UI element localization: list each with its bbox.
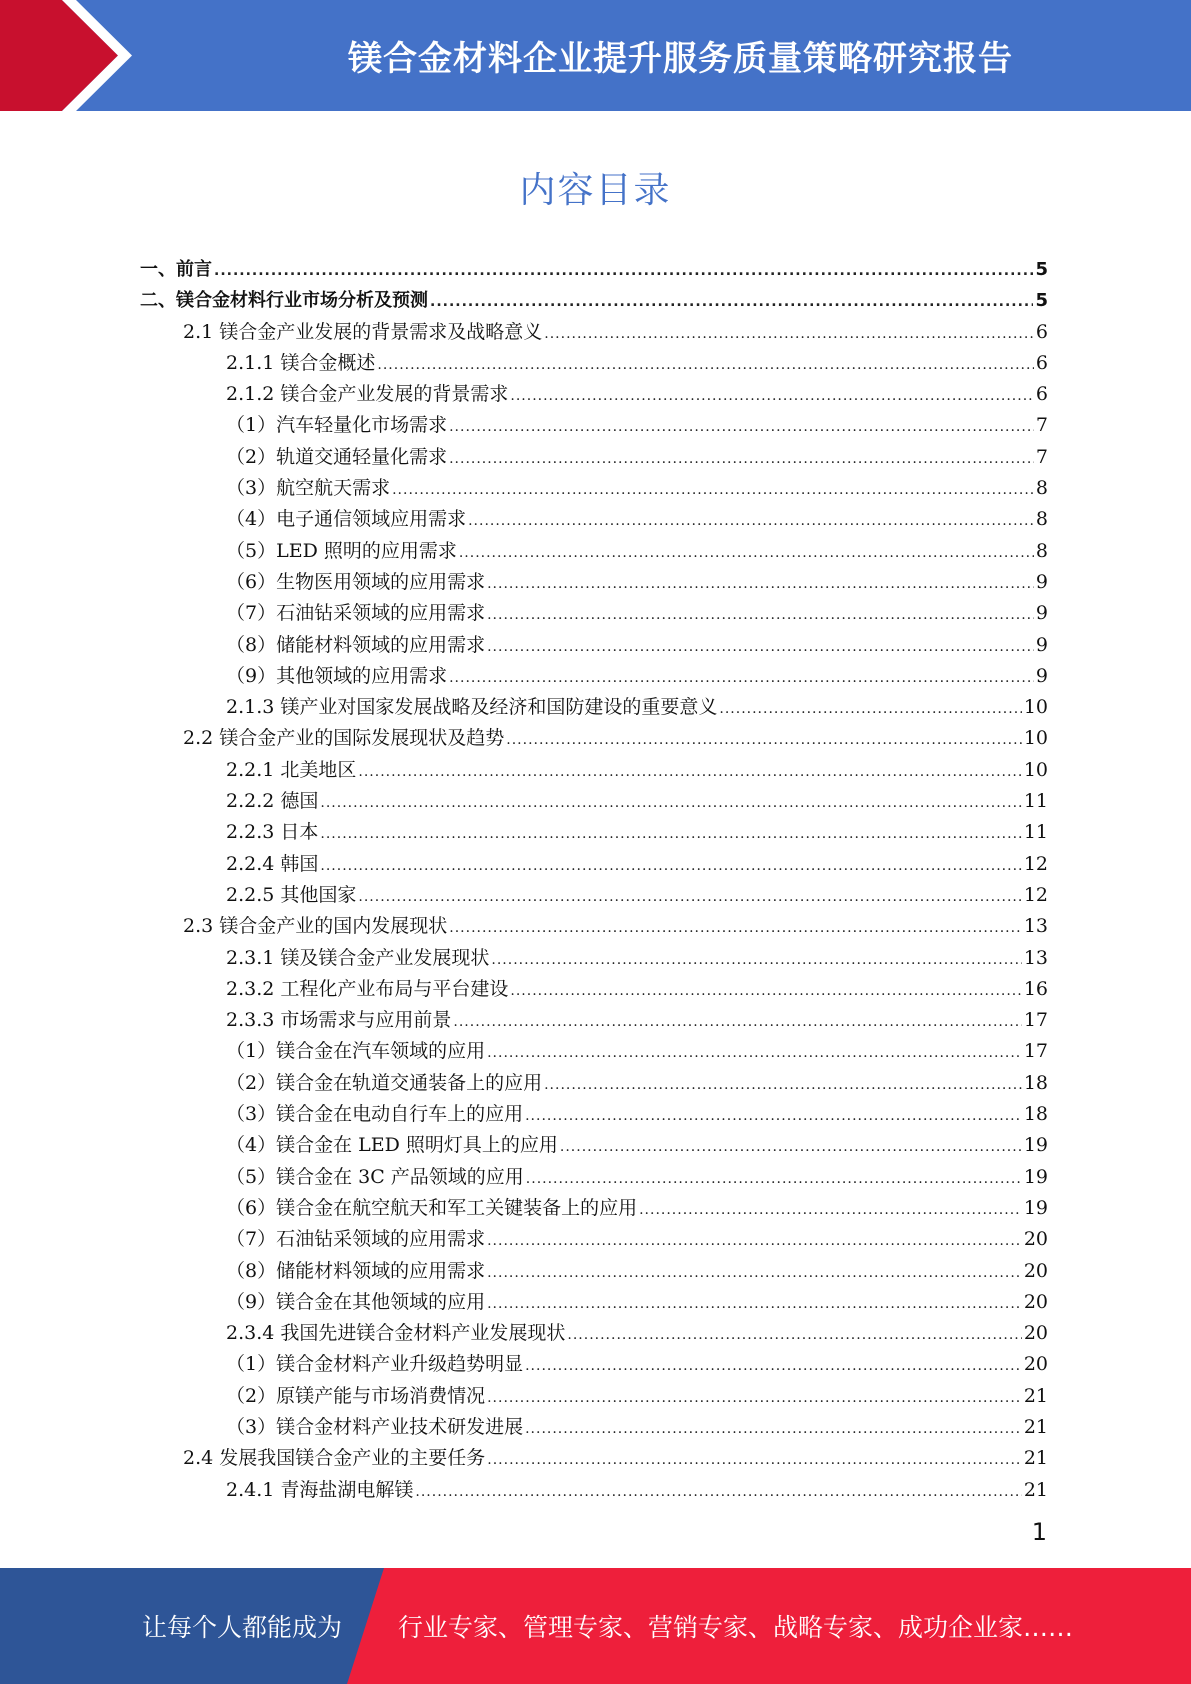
toc-entry-label: 2.3.1 镁及镁合金产业发展现状 (226, 946, 490, 969)
toc-entry-page: 13 (1023, 915, 1048, 938)
toc-entry-label: 2.1.1 镁合金概述 (226, 351, 376, 374)
header-banner (0, 0, 1191, 111)
toc-entry-page: 16 (1023, 977, 1048, 1000)
toc-entry-label: 2.4.1 青海盐湖电解镁 (226, 1478, 414, 1501)
toc-entry[interactable] (140, 849, 1048, 880)
toc-entry-label: （3）镁合金材料产业技术研发进展 (226, 1415, 524, 1438)
toc-entry[interactable] (140, 317, 1048, 348)
toc-entry[interactable] (140, 630, 1048, 661)
toc-dot-leader (214, 256, 1033, 287)
toc-entry-page: 17 (1023, 1040, 1048, 1063)
toc-entry-label: （9）镁合金在其他领域的应用 (226, 1290, 486, 1313)
toc-dot-leader (544, 319, 1034, 350)
toc-entry[interactable] (140, 1099, 1048, 1130)
toc-dot-leader (525, 1414, 1022, 1445)
toc-entry[interactable] (140, 1475, 1048, 1506)
toc-entry-page: 19 (1023, 1134, 1048, 1157)
toc-dot-leader (487, 1226, 1022, 1257)
toc-entry[interactable] (140, 442, 1048, 473)
toc-entry-label: （6）镁合金在航空航天和军工关键装备上的应用 (226, 1196, 638, 1219)
toc-dot-leader (487, 1383, 1022, 1414)
toc-entry[interactable] (140, 1130, 1048, 1161)
toc-dot-leader (449, 444, 1034, 475)
toc-entry-label: （1）汽车轻量化市场需求 (226, 414, 448, 437)
toc-entry-label: 2.4 发展我国镁合金产业的主要任务 (183, 1447, 486, 1470)
toc-dot-leader (453, 1007, 1021, 1038)
toc-dot-leader (639, 1195, 1022, 1226)
toc-entry[interactable] (140, 1287, 1048, 1318)
toc-dot-leader (358, 882, 1021, 913)
toc-entry[interactable] (140, 943, 1048, 974)
page-number: 1 (1031, 1518, 1047, 1546)
toc-entry-label: （4）镁合金在 LED 照明灯具上的应用 (226, 1134, 558, 1157)
toc-dot-leader (320, 851, 1021, 882)
toc-entry-page: 12 (1023, 852, 1048, 875)
toc-entry-label: （5）镁合金在 3C 产品领域的应用 (226, 1165, 524, 1188)
toc-entry-page: 9 (1035, 633, 1048, 656)
toc-entry[interactable] (140, 285, 1048, 316)
toc-entry[interactable] (140, 755, 1048, 786)
toc-dot-leader (487, 1038, 1022, 1069)
toc-dot-leader (468, 506, 1034, 537)
toc-entry-page: 8 (1035, 477, 1048, 500)
toc-entry-page: 6 (1035, 383, 1048, 406)
toc-dot-leader (526, 1164, 1022, 1195)
toc-entry-label: （5）LED 照明的应用需求 (226, 539, 457, 562)
toc-entry[interactable] (140, 723, 1048, 754)
footer-slogan-left: 让每个人都能成为 (142, 1613, 343, 1642)
toc-entry-page: 8 (1035, 508, 1048, 531)
toc-entry[interactable] (140, 817, 1048, 848)
toc-entry[interactable] (140, 911, 1048, 942)
toc-entry-page: 6 (1035, 320, 1048, 343)
toc-entry[interactable] (140, 1068, 1048, 1099)
toc-entry[interactable] (140, 567, 1048, 598)
toc-entry-page: 11 (1023, 821, 1048, 844)
toc-entry-label: （3）航空航天需求 (226, 477, 391, 500)
toc-entry[interactable] (140, 661, 1048, 692)
toc-dot-leader (377, 350, 1034, 381)
toc-entry[interactable] (140, 1318, 1048, 1349)
toc-entry-label: （7）石油钻采领域的应用需求 (226, 602, 486, 625)
toc-entry-label: 2.3.2 工程化产业布局与平台建设 (226, 977, 509, 1000)
toc-entry-label: 2.2.5 其他国家 (226, 883, 357, 906)
toc-entry-label: 2.2.3 日本 (226, 821, 319, 844)
toc-dot-leader (491, 945, 1021, 976)
toc-entry[interactable] (140, 504, 1048, 535)
toc-entry-label: 2.3.3 市场需求与应用前景 (226, 1009, 452, 1032)
toc-entry[interactable] (140, 410, 1048, 441)
toc-dot-leader (449, 913, 1022, 944)
toc-entry[interactable] (140, 1005, 1048, 1036)
toc-entry[interactable] (140, 1193, 1048, 1224)
toc-entry-label: 2.3 镁合金产业的国内发展现状 (183, 915, 448, 938)
table-of-contents (140, 254, 1048, 1506)
footer-banner (0, 1568, 1191, 1684)
toc-entry-label: 2.1.2 镁合金产业发展的背景需求 (226, 383, 509, 406)
toc-entry-page: 21 (1023, 1478, 1048, 1501)
toc-entry-label: （8）储能材料领域的应用需求 (226, 633, 486, 656)
toc-entry-page: 5 (1035, 290, 1048, 312)
toc-entry-label: 一、前言 (140, 259, 212, 280)
toc-dot-leader (487, 1289, 1022, 1320)
toc-dot-leader (560, 1132, 1022, 1163)
toc-entry-label: 2.3.4 我国先进镁合金材料产业发展现状 (226, 1322, 566, 1345)
footer-slogan-right: 行业专家、管理专家、营销专家、战略专家、成功企业家…… (398, 1613, 1074, 1642)
toc-entry[interactable] (140, 1036, 1048, 1067)
toc-entry-label: （9）其他领域的应用需求 (226, 664, 448, 687)
toc-dot-leader (320, 788, 1021, 819)
toc-entry-page: 7 (1035, 445, 1048, 468)
toc-entry[interactable] (140, 1412, 1048, 1443)
toc-dot-leader (320, 819, 1021, 850)
toc-entry[interactable] (140, 1162, 1048, 1193)
toc-entry[interactable] (140, 1349, 1048, 1380)
toc-entry[interactable] (140, 348, 1048, 379)
toc-entry-page: 7 (1035, 414, 1048, 437)
toc-entry-label: 2.2.4 韩国 (226, 852, 319, 875)
toc-entry-page: 18 (1023, 1071, 1048, 1094)
toc-dot-leader (415, 1477, 1021, 1508)
toc-entry-page: 10 (1023, 696, 1048, 719)
toc-entry[interactable] (140, 1256, 1048, 1287)
toc-entry-label: （1）镁合金材料产业升级趋势明显 (226, 1353, 524, 1376)
toc-entry[interactable] (140, 379, 1048, 410)
red-chevron-decoration (0, 0, 150, 111)
toc-dot-leader (567, 1320, 1021, 1351)
toc-dot-leader (487, 1258, 1022, 1289)
toc-dot-leader (449, 412, 1034, 443)
toc-entry-page: 21 (1023, 1415, 1048, 1438)
toc-entry-label: （7）石油钻采领域的应用需求 (226, 1228, 486, 1251)
toc-entry-page: 18 (1023, 1103, 1048, 1126)
toc-entry-page: 20 (1023, 1290, 1048, 1313)
toc-entry-label: 2.1.3 镁产业对国家发展战略及经济和国防建设的重要意义 (226, 696, 718, 719)
toc-dot-leader (525, 1101, 1022, 1132)
toc-entry[interactable] (140, 254, 1048, 285)
toc-entry-page: 17 (1023, 1009, 1048, 1032)
toc-entry[interactable] (140, 473, 1048, 504)
toc-entry-page: 8 (1035, 539, 1048, 562)
toc-entry-page: 19 (1023, 1165, 1048, 1188)
toc-entry-page: 21 (1023, 1384, 1048, 1407)
toc-dot-leader (544, 1070, 1022, 1101)
toc-entry[interactable] (140, 692, 1048, 723)
toc-heading: 内容目录 (519, 170, 672, 211)
toc-entry-page: 10 (1023, 727, 1048, 750)
toc-entry[interactable] (140, 974, 1048, 1005)
toc-dot-leader (449, 663, 1034, 694)
toc-entry-page: 20 (1023, 1228, 1048, 1251)
toc-entry-label: 2.2.2 德国 (226, 790, 319, 813)
toc-entry-page: 10 (1023, 758, 1048, 781)
toc-entry[interactable] (140, 1443, 1048, 1474)
toc-entry-label: （3）镁合金在电动自行车上的应用 (226, 1103, 524, 1126)
toc-entry-label: （2）镁合金在轨道交通装备上的应用 (226, 1071, 543, 1094)
toc-entry[interactable] (140, 536, 1048, 567)
toc-entry-page: 13 (1023, 946, 1048, 969)
toc-entry-page: 9 (1035, 664, 1048, 687)
toc-entry-page: 11 (1023, 790, 1048, 813)
toc-entry[interactable] (140, 880, 1048, 911)
toc-entry-page: 12 (1023, 883, 1048, 906)
report-title: 镁合金材料企业提升服务质量策略研究报告 (348, 39, 1013, 79)
toc-dot-leader (459, 538, 1034, 569)
toc-entry-label: （2）原镁产能与市场消费情况 (226, 1384, 486, 1407)
toc-entry-page: 20 (1023, 1353, 1048, 1376)
toc-entry-page: 20 (1023, 1259, 1048, 1282)
toc-entry[interactable] (140, 1381, 1048, 1412)
toc-entry-page: 9 (1035, 602, 1048, 625)
toc-entry-label: 2.2 镁合金产业的国际发展现状及趋势 (183, 727, 505, 750)
toc-dot-leader (506, 725, 1022, 756)
toc-entry-page: 19 (1023, 1196, 1048, 1219)
toc-entry[interactable] (140, 786, 1048, 817)
toc-entry-label: （2）轨道交通轻量化需求 (226, 445, 448, 468)
toc-dot-leader (487, 632, 1034, 663)
toc-dot-leader (430, 287, 1033, 318)
toc-entry-page: 9 (1035, 570, 1048, 593)
toc-entry-label: （8）储能材料领域的应用需求 (226, 1259, 486, 1282)
toc-dot-leader (487, 569, 1034, 600)
toc-entry-label: 2.2.1 北美地区 (226, 758, 357, 781)
toc-dot-leader (510, 976, 1021, 1007)
toc-dot-leader (719, 694, 1021, 725)
toc-entry-label: （1）镁合金在汽车领域的应用 (226, 1040, 486, 1063)
toc-entry-label: （6）生物医用领域的应用需求 (226, 570, 486, 593)
toc-dot-leader (487, 600, 1034, 631)
toc-dot-leader (392, 475, 1034, 506)
toc-entry-label: （4）电子通信领域应用需求 (226, 508, 467, 531)
toc-entry-label: 二、镁合金材料行业市场分析及预测 (140, 290, 428, 312)
toc-entry-page: 6 (1035, 351, 1048, 374)
toc-dot-leader (525, 1351, 1022, 1382)
toc-dot-leader (487, 1445, 1022, 1476)
toc-entry[interactable] (140, 598, 1048, 629)
toc-entry-page: 21 (1023, 1447, 1048, 1470)
toc-dot-leader (358, 757, 1021, 788)
toc-entry-page: 5 (1035, 259, 1048, 280)
toc-entry-label: 2.1 镁合金产业发展的背景需求及战略意义 (183, 320, 543, 343)
toc-entry[interactable] (140, 1224, 1048, 1255)
toc-entry-page: 20 (1023, 1322, 1048, 1345)
toc-dot-leader (510, 381, 1034, 412)
